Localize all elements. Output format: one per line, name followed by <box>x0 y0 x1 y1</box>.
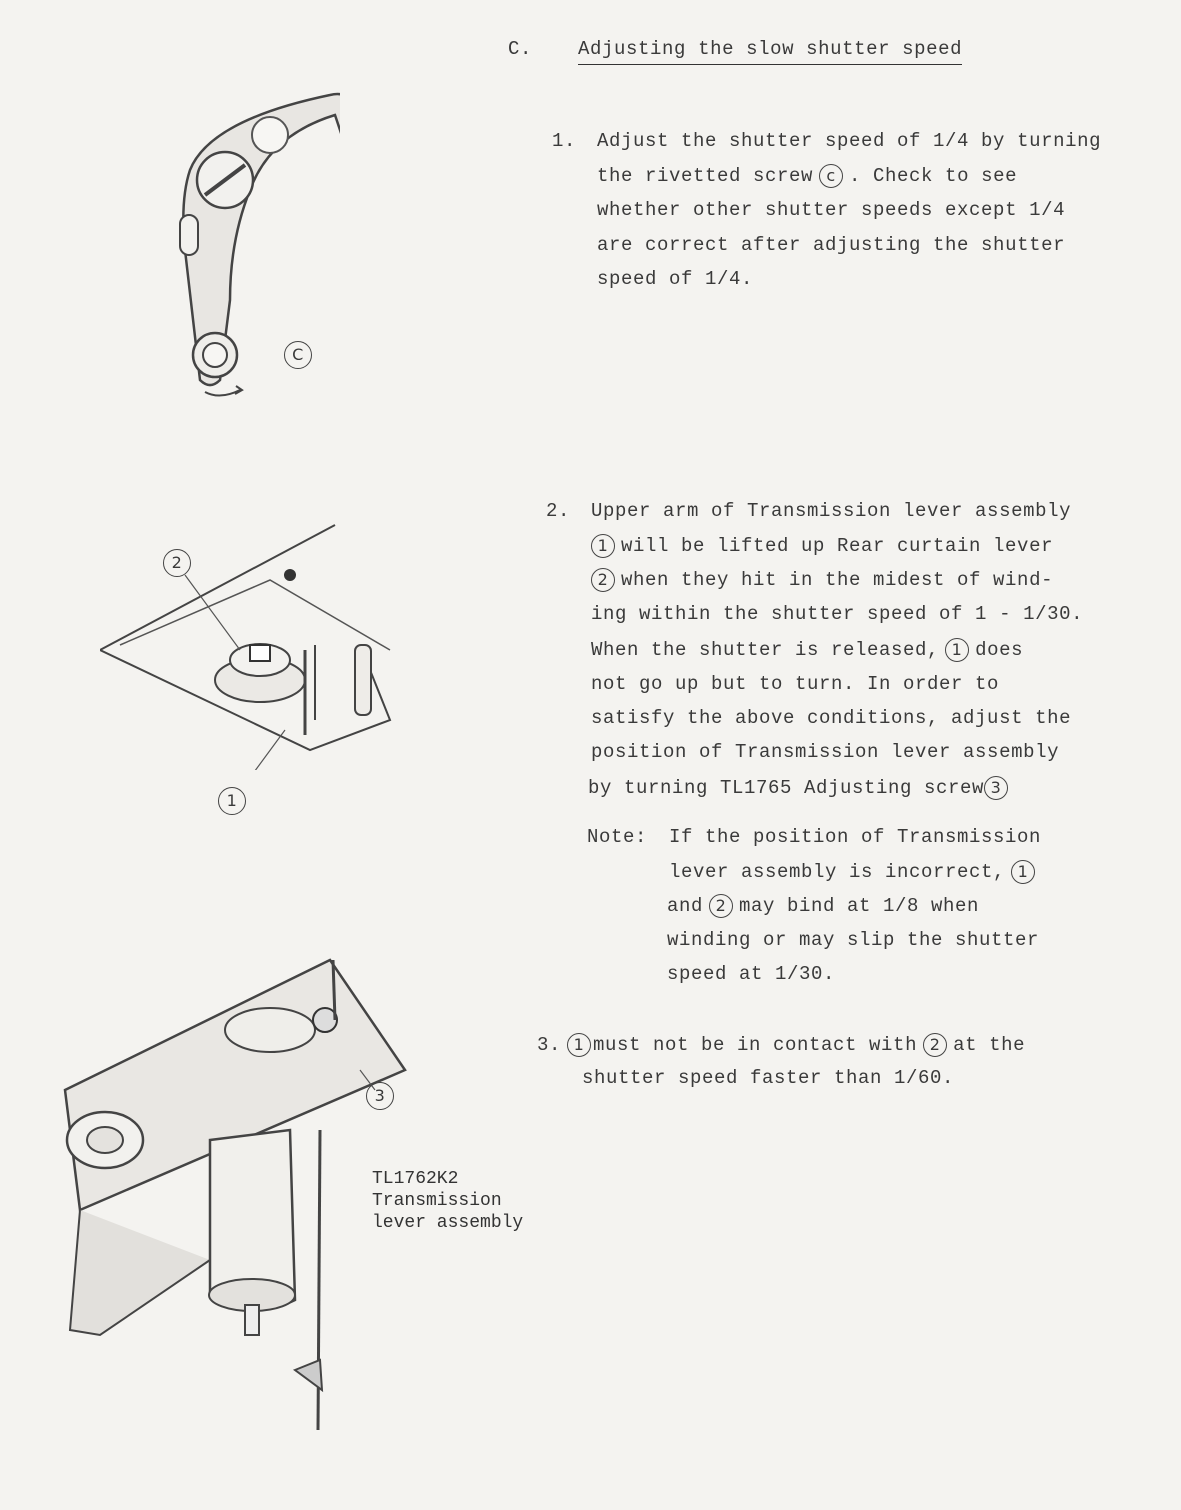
figure3-caption <box>372 1168 523 1234</box>
step-1-line-5: speed of 1/4. <box>597 268 754 290</box>
section-letter: C. <box>508 38 533 60</box>
figure1-callout <box>284 341 312 369</box>
step-2-line-4: ing within the shutter speed of 1 - 1/30. <box>591 603 1084 625</box>
figure-transmission-lever-assembly <box>60 950 410 1450</box>
step-1-line-2: the rivetted screw c . Check to see <box>597 165 1018 188</box>
step-1-line-1: Adjust the shutter speed of 1/4 by turning <box>597 130 1102 152</box>
figure2-callout-2: 2 <box>163 549 191 577</box>
step-3-line-2: shutter speed faster than 1/60. <box>582 1067 955 1089</box>
step-2-line-5: When the shutter is released, 1 does <box>591 639 1024 662</box>
step-2-line-7: satisfy the above conditions, adjust the <box>591 707 1072 729</box>
note-line-1: If the position of Transmission <box>669 826 1042 848</box>
note-label: Note: <box>587 826 648 848</box>
step-2-line-3: 2 when they hit in the midest of wind- <box>591 568 1053 592</box>
marker-c: c <box>819 164 843 188</box>
step-2-line-2: 1 will be lifted up Rear curtain lever <box>591 534 1053 558</box>
callout-c: C <box>284 341 312 369</box>
figure3-callout-3: 3 <box>366 1082 394 1110</box>
step-1-number: 1. <box>552 130 577 152</box>
note-line-5: speed at 1/30. <box>667 963 836 985</box>
figure-transmission-plate <box>100 520 400 770</box>
figure2-callout-1: 1 <box>218 787 246 815</box>
step-2-line-8: position of Transmission lever assembly <box>591 741 1060 763</box>
step-2-line-6: not go up but to turn. In order to <box>591 673 1000 695</box>
caption-line-2: Transmission <box>372 1191 502 1211</box>
section-heading <box>508 38 962 65</box>
note-line-4: winding or may slip the shutter <box>667 929 1040 951</box>
step-3-line-1: 3. 1 must not be in contact with 2 at the <box>537 1034 1026 1057</box>
note-line-2: lever assembly is incorrect, 1 <box>669 860 1041 884</box>
section-title: Adjusting the slow shutter speed <box>578 38 962 65</box>
caption-line-3: lever assembly <box>372 1213 524 1233</box>
step-2-line-1: Upper arm of Transmission lever assembly <box>591 500 1072 522</box>
note-line-3: and 2 may bind at 1/8 when <box>667 895 980 918</box>
caption-part-number: TL1762K2 <box>372 1169 459 1189</box>
step-2-line-9: by turning TL1765 Adjusting screw 3 <box>588 776 1014 800</box>
step-1-line-3: whether other shutter speeds except 1/4 <box>597 199 1066 221</box>
step-2-number: 2. <box>546 500 571 522</box>
step-1-line-4: are correct after adjusting the shutter <box>597 234 1066 256</box>
